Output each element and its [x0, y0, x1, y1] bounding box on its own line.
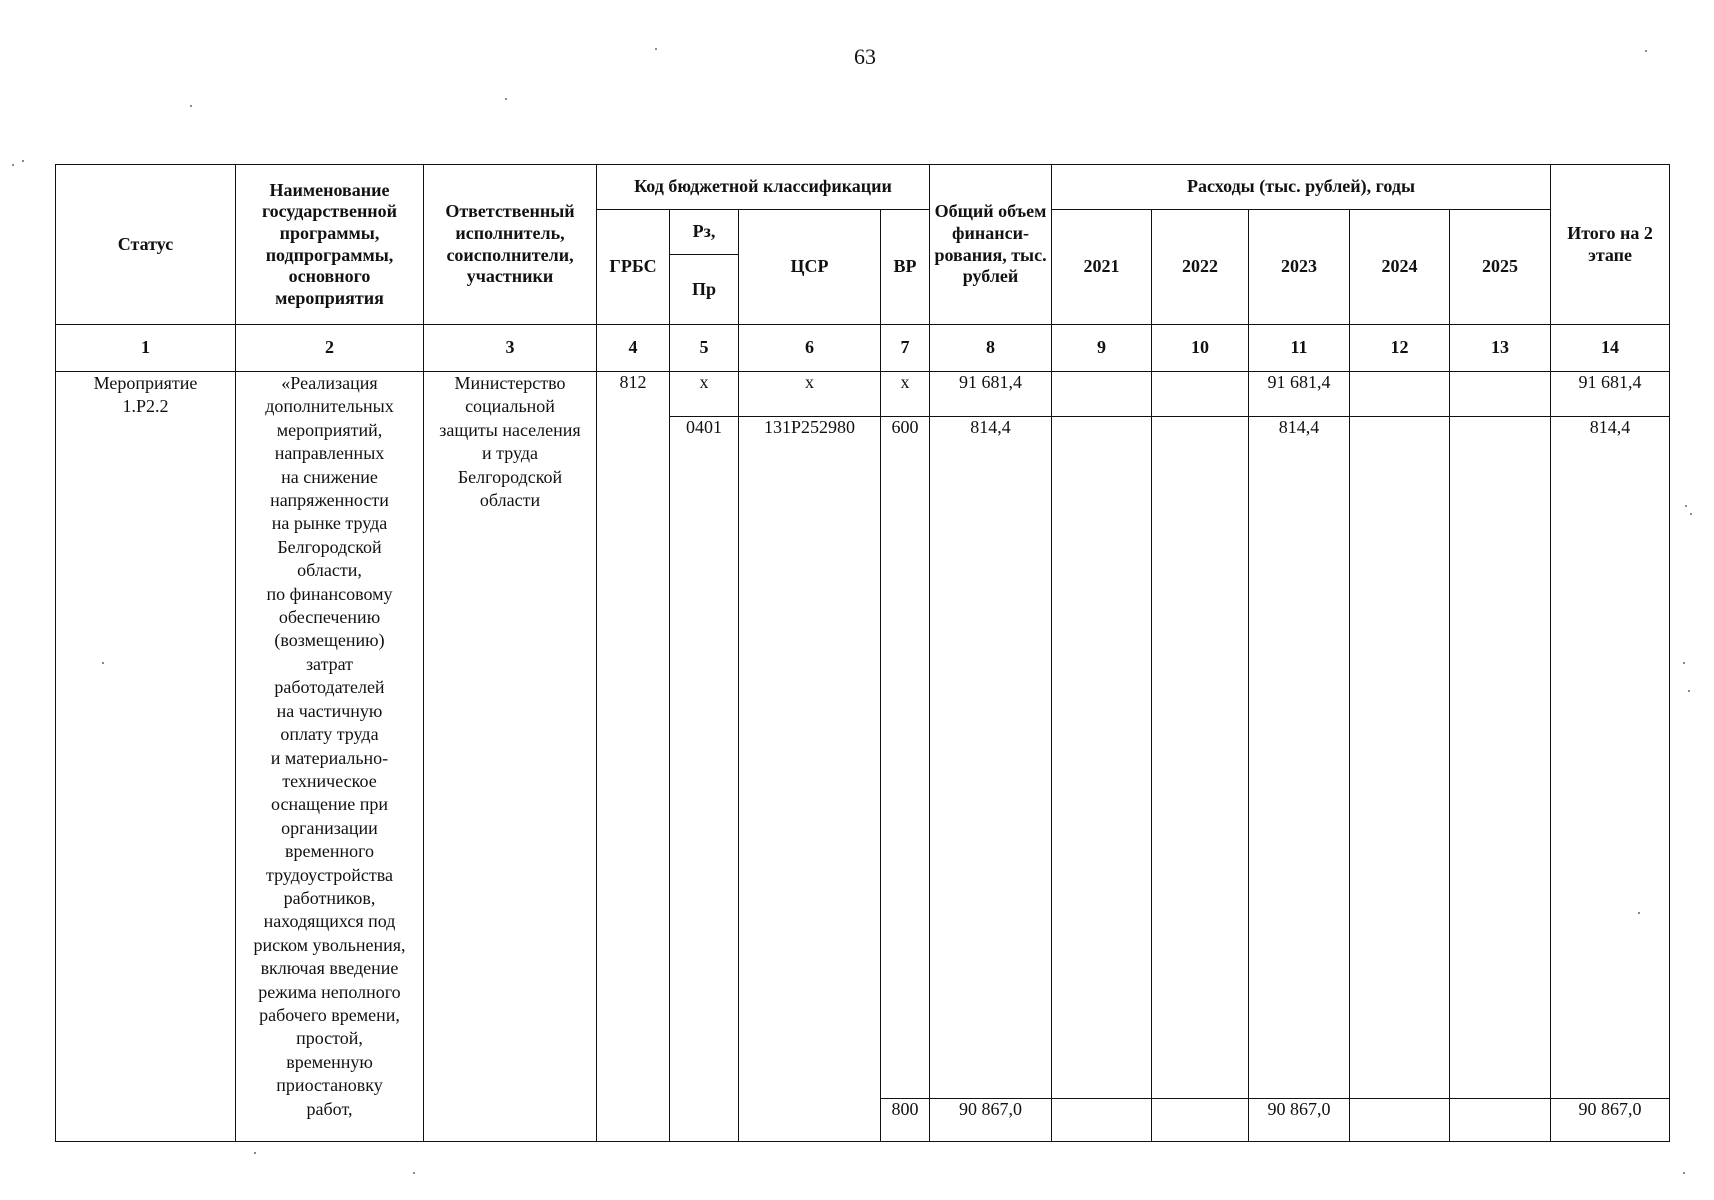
scan-speck: [12, 164, 14, 166]
scan-speck: [1638, 912, 1640, 914]
cell-csr: 131Р252980: [739, 417, 881, 1142]
budget-table: [55, 164, 1670, 1142]
header-budget-code: Код бюджетной классификации: [597, 165, 930, 210]
header-vr: ВР: [881, 210, 930, 325]
column-numbers-row: [56, 325, 1670, 372]
cell-2023: 90 867,0: [1249, 1099, 1350, 1142]
cell-vr: 600: [881, 417, 930, 1099]
scan-speck: [1645, 50, 1647, 52]
column-number: 3: [424, 325, 597, 372]
header-year-2023: 2023: [1249, 210, 1350, 325]
column-number: 12: [1350, 325, 1450, 372]
cell-vr: 800: [881, 1099, 930, 1142]
header-status: Статус: [56, 165, 236, 325]
scan-speck: [413, 1172, 415, 1174]
cell-2022: [1152, 372, 1249, 417]
cell-rzpr: 0401: [670, 417, 739, 1142]
header-grbs: ГРБС: [597, 210, 670, 325]
header-pr: Пр: [670, 255, 739, 325]
column-number: 11: [1249, 325, 1350, 372]
cell-total: 90 867,0: [930, 1099, 1052, 1142]
cell-total: 814,4: [930, 417, 1052, 1099]
column-number: 10: [1152, 325, 1249, 372]
cell-2022: [1152, 1099, 1249, 1142]
header-expenses: Расходы (тыс. рублей), годы: [1052, 165, 1551, 210]
header-csr: ЦСР: [739, 210, 881, 325]
cell-2024: [1350, 417, 1450, 1099]
cell-total: 91 681,4: [930, 372, 1052, 417]
cell-csr: х: [739, 372, 881, 417]
cell-2023: 814,4: [1249, 417, 1350, 1099]
cell-2025: [1450, 417, 1551, 1099]
header-year-2021: 2021: [1052, 210, 1152, 325]
cell-rzpr: х: [670, 372, 739, 417]
cell-stage-total: 91 681,4: [1551, 372, 1670, 417]
scan-speck: [1683, 662, 1685, 664]
column-number: 7: [881, 325, 930, 372]
cell-2024: [1350, 372, 1450, 417]
column-number: 9: [1052, 325, 1152, 372]
scan-speck: [190, 105, 192, 107]
cell-vr: х: [881, 372, 930, 417]
header-year-2025: 2025: [1450, 210, 1551, 325]
cell-stage-total: 814,4: [1551, 417, 1670, 1099]
header-rz: Рз,: [670, 210, 739, 255]
scan-speck: [505, 98, 507, 100]
cell-2025: [1450, 1099, 1551, 1142]
cell-2021: [1052, 1099, 1152, 1142]
page-number: 63: [854, 44, 876, 69]
scan-speck: [655, 48, 657, 50]
table-row: [56, 372, 1670, 417]
scan-speck: [254, 1152, 256, 1154]
row-status: Мероприятие 1.Р2.2: [56, 372, 236, 1142]
header-stage-total: Итого на 2 этапе: [1551, 165, 1670, 325]
cell-2022: [1152, 417, 1249, 1099]
cell-2021: [1052, 417, 1152, 1099]
row-grbs: 812: [597, 372, 670, 1142]
header-year-2022: 2022: [1152, 210, 1249, 325]
row-name: «Реализация дополнительных мероприятий, направленных на снижение напряженности на рынке труда Белгородской области, по финансовому обеспечению (возмещению) затрат работодателей на частичную оплату труда и материально- техническое оснащение при организации временного трудоустройства работников, находящихся под риском увольнения, включая введение режима неполного рабочего времени, простой, временную приостановку работ,: [236, 372, 424, 1142]
cell-2021: [1052, 372, 1152, 417]
header-total-volume: Общий объем финанси- рования, тыс. рублей: [930, 165, 1052, 325]
column-number: 14: [1551, 325, 1670, 372]
cell-2023: 91 681,4: [1249, 372, 1350, 417]
scan-speck: [1683, 1172, 1685, 1174]
column-number: 2: [236, 325, 424, 372]
cell-2025: [1450, 372, 1551, 417]
row-responsible: Министерство социальной защиты населения и труда Белгородской области: [424, 372, 597, 1142]
column-number: 6: [739, 325, 881, 372]
column-number: 4: [597, 325, 670, 372]
header-responsible: Ответственный исполнитель, соисполнители, участники: [424, 165, 597, 325]
column-number: 1: [56, 325, 236, 372]
cell-stage-total: 90 867,0: [1551, 1099, 1670, 1142]
column-number: 5: [670, 325, 739, 372]
cell-2024: [1350, 1099, 1450, 1142]
scan-speck: [1690, 513, 1692, 515]
scan-speck: [1688, 690, 1690, 692]
header-year-2024: 2024: [1350, 210, 1450, 325]
scan-speck: [102, 662, 104, 664]
header-program-name: Наименование государственной программы, подпрограммы, основного мероприятия: [236, 165, 424, 325]
scan-speck: [1685, 505, 1687, 507]
column-number: 8: [930, 325, 1052, 372]
column-number: 13: [1450, 325, 1551, 372]
scan-speck: [22, 160, 24, 162]
